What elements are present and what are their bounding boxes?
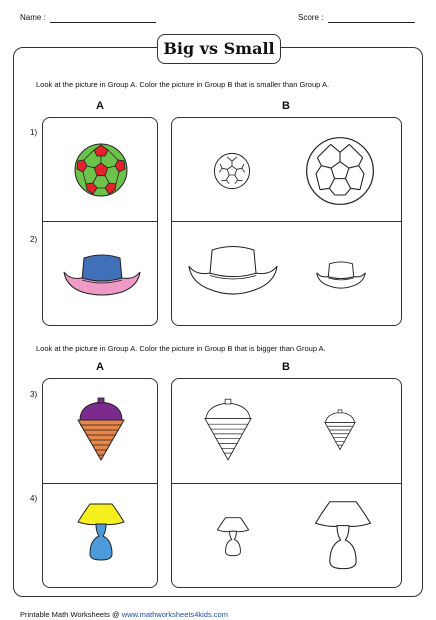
footer-prefix: Printable Math Worksheets @ [20, 610, 122, 619]
section2-group-a-heading: A [96, 361, 104, 373]
question-2-number: 2) [30, 235, 38, 244]
name-field-line[interactable] [50, 22, 156, 23]
section2-group-b-heading: B [282, 361, 290, 373]
name-label: Name : [20, 13, 46, 22]
section2-group-a-divider [42, 483, 158, 484]
footer-site-link[interactable]: www.mathworksheets4kids.com [121, 610, 228, 619]
score-field-line[interactable] [328, 22, 415, 23]
soccer-ball-small-outline[interactable] [213, 152, 251, 190]
spinning-top-colored [74, 398, 128, 462]
section1-instruction: Look at the picture in Group A. Color the picture in Group B that is smaller than Group A. [36, 80, 330, 89]
footer [20, 610, 228, 619]
soccer-ball-colored [74, 143, 128, 197]
section1-group-a-divider [42, 221, 158, 222]
cowboy-hat-big-outline[interactable] [183, 243, 283, 301]
lamp-small-outline[interactable] [216, 515, 250, 557]
section2-group-b-divider [171, 483, 402, 484]
lamp-colored [76, 500, 126, 562]
question-3-number: 3) [30, 390, 38, 399]
section1-group-b-divider [171, 221, 402, 222]
lamp-big-outline[interactable] [308, 497, 378, 571]
cowboy-hat-colored [62, 250, 142, 300]
page-title: Big vs Small [157, 34, 281, 64]
spinning-top-small-outline[interactable] [323, 405, 357, 455]
question-1-number: 1) [30, 128, 38, 137]
spinning-top-big-outline[interactable] [202, 390, 254, 470]
question-4-number: 4) [30, 494, 38, 503]
section2-instruction: Look at the picture in Group A. Color the picture in Group B that is bigger than Group A. [36, 344, 326, 353]
section1-group-b-heading: B [282, 100, 290, 112]
soccer-ball-big-outline[interactable] [304, 135, 376, 207]
score-label: Score : [298, 13, 324, 22]
section1-group-a-heading: A [96, 100, 104, 112]
cowboy-hat-small-outline[interactable] [314, 260, 368, 292]
